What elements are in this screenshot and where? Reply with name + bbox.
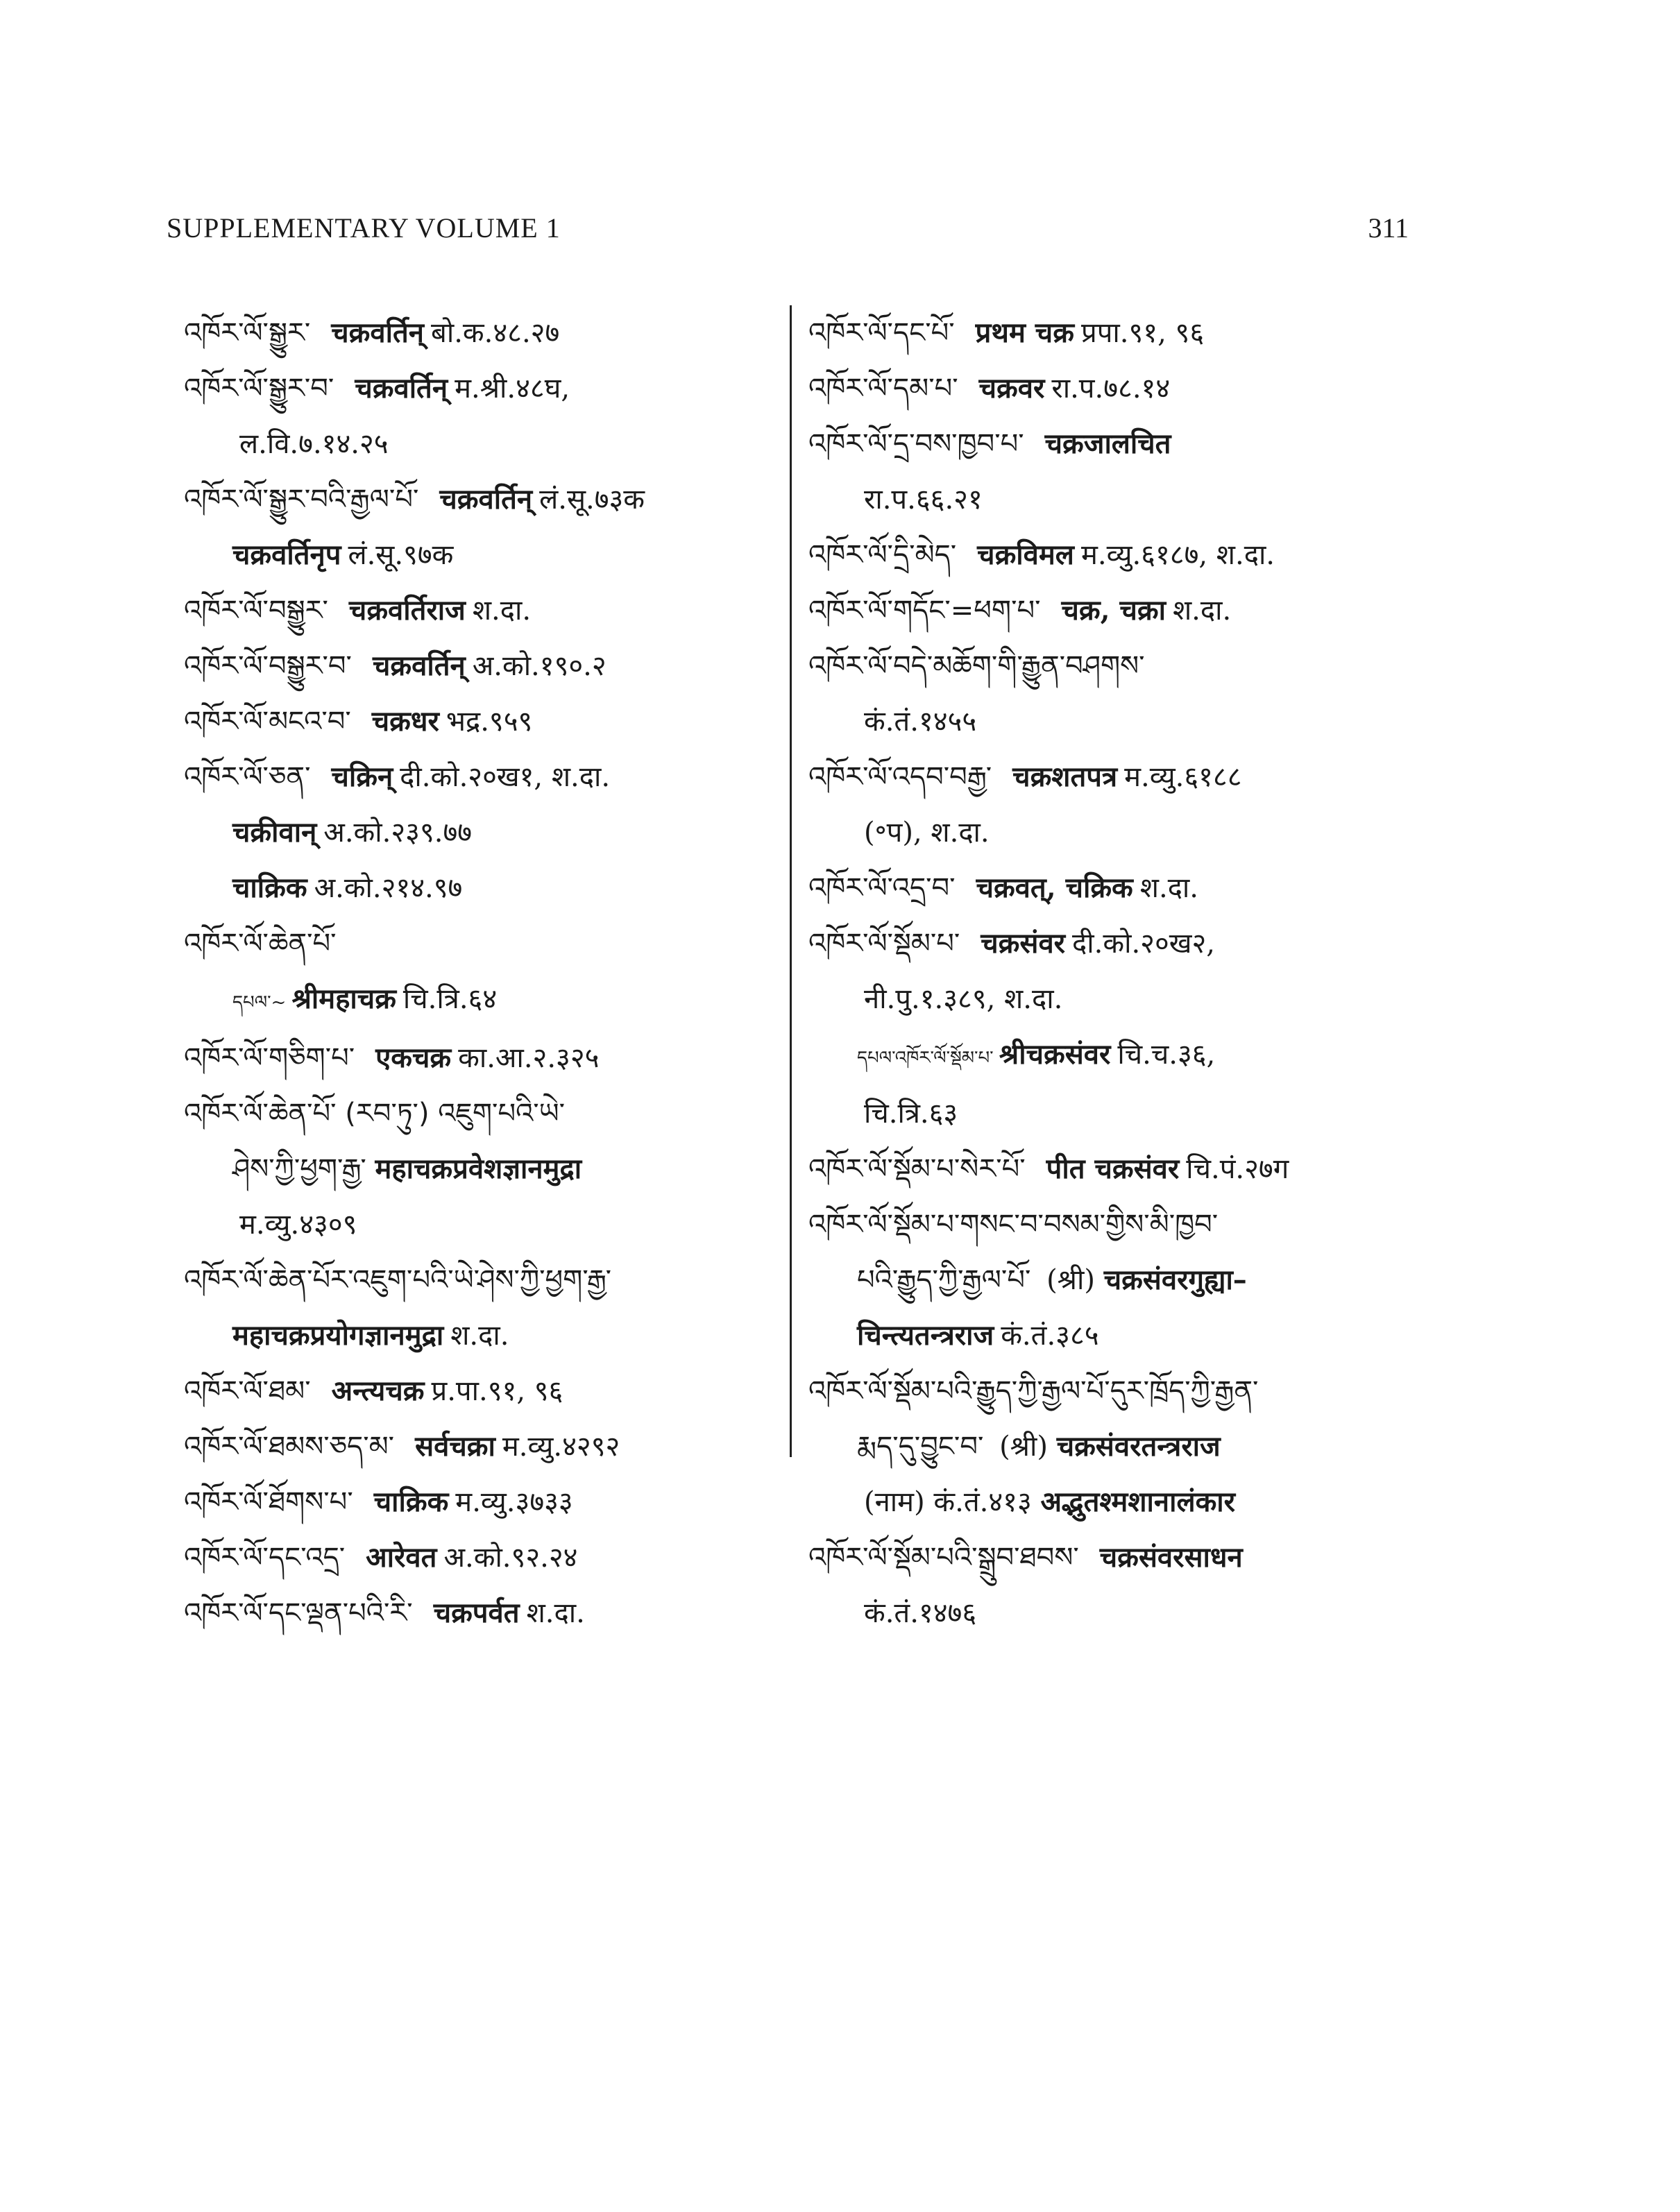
- sanskrit-equivalent: चक्रवर्तिनृप: [232, 538, 341, 571]
- entry-continuation: [184, 527, 788, 583]
- dictionary-entry: [808, 1363, 1412, 1419]
- dictionary-entry: [184, 583, 788, 638]
- source-reference: नी.पु.१.३८९, श.दा.: [864, 983, 1063, 1015]
- entry-continuation: [184, 416, 788, 472]
- tibetan-headword: འཁོར་ལོ་ཆེན་པོ་ (རབ་ཏུ་) འཇུག་པའི་ཡེ་: [184, 1098, 566, 1130]
- source-reference: बो.क.४८.२७: [431, 317, 560, 349]
- sanskrit-equivalent: अद्भुतश्मशानालंकार: [1040, 1486, 1236, 1518]
- page-number: 311: [1368, 212, 1409, 244]
- tibetan-headword: འཁོར་ལོ་དང་འདྲ་: [184, 1542, 346, 1574]
- source-reference: प्र.पा.९१, ९६: [431, 1375, 563, 1407]
- tibetan-headword: འཁོར་ལོ་དང་པོ་: [808, 317, 955, 349]
- sanskrit-equivalent: सर्वचक्रा: [415, 1430, 495, 1463]
- tibetan-headword: འཁོར་ལོ་ཐམ་: [184, 1375, 311, 1407]
- entry-continuation: [808, 1086, 1412, 1141]
- source-reference: रा.प.७८.१४: [1051, 373, 1171, 405]
- tibetan-headword: འཁོར་ལོ་སྒྱུར་བའི་རྒྱལ་པོ་: [184, 484, 419, 516]
- entry-continuation: [184, 805, 788, 860]
- source-reference: म.व्यु.६१८८: [1124, 761, 1242, 793]
- tibetan-headword: འཁོར་ལོ་སྡོམ་པ་གསང་བ་བསམ་གྱིས་མི་ཁྱབ་: [808, 1209, 1219, 1241]
- tibetan-continuation: པའི་རྒྱུད་ཀྱི་རྒྱལ་པོ་: [857, 1264, 1040, 1296]
- source-reference: अ.को.९२.२४: [443, 1542, 578, 1574]
- tibetan-headword: འཁོར་ལོ་དྲི་མེད་: [808, 539, 957, 571]
- source-reference: चि.त्रि.६३: [864, 1098, 958, 1130]
- source-reference: श.दा.: [526, 1597, 585, 1629]
- dictionary-entry: [808, 1141, 1412, 1197]
- dictionary-entry: [808, 583, 1412, 638]
- tibetan-headword: འཁོར་ལོ་སྒྱུར་བ་: [184, 373, 334, 405]
- source-reference: चि.च.३६,: [1117, 1039, 1216, 1071]
- dictionary-entry: [184, 1474, 788, 1530]
- dictionary-entry: [184, 749, 788, 805]
- dictionary-entry: [184, 1530, 788, 1585]
- dictionary-entry: [184, 638, 788, 694]
- dictionary-entry: [184, 1585, 788, 1641]
- tibetan-headword: འཁོར་ལོ་ཅན་: [184, 761, 311, 793]
- sanskrit-equivalent: चक्रसंवर: [981, 927, 1066, 960]
- source-reference: (श्री): [999, 1431, 1057, 1463]
- sanskrit-equivalent: चक्र, चक्रा: [1061, 594, 1166, 627]
- page-header: [167, 212, 1409, 260]
- dictionary-entry: [808, 1530, 1412, 1585]
- entry-continuation: [184, 971, 788, 1030]
- tibetan-headword: འཁོར་ལོ་ཆེན་པོར་འཇུག་པའི་ཡེ་ཤེས་ཀྱི་ཕྱག་རྒྱ་: [184, 1264, 612, 1296]
- sanskrit-equivalent: महाचक्रप्रयोगज्ञानमुद्रा: [232, 1319, 444, 1352]
- tibetan-headword: འཁོར་ལོ་ཐོགས་པ་: [184, 1486, 353, 1518]
- source-reference: चि.त्रि.६४: [402, 983, 498, 1015]
- sanskrit-equivalent: श्रीमहाचक्र: [291, 982, 396, 1015]
- tibetan-continuation: རྨད་དུ་བྱུང་བ་: [857, 1431, 993, 1463]
- tibetan-headword: འཁོར་ལོ་སྡོམ་པ་: [808, 928, 960, 960]
- source-reference: कं.तं.१४७६: [864, 1597, 977, 1629]
- tibetan-headword: འཁོར་ལོ་གཅིག་པ་: [184, 1042, 355, 1074]
- source-reference: अ.को.२१४.९७: [314, 872, 463, 904]
- sanskrit-equivalent: चक्रवर्तिन्: [355, 372, 448, 405]
- dictionary-entry: [808, 416, 1412, 472]
- sanskrit-equivalent: चक्रशतपत्र: [1012, 760, 1118, 793]
- entry-continuation: [184, 1308, 788, 1363]
- entry-continuation: [808, 472, 1412, 527]
- sanskrit-equivalent: चक्रसंवरगुह्या–: [1103, 1264, 1247, 1296]
- sanskrit-equivalent: चक्रवत्, चक्रिक: [976, 871, 1133, 904]
- source-reference: अ.को.२३९.७७: [323, 817, 473, 849]
- sanskrit-equivalent: चक्रसंवरतन्त्रराज: [1056, 1430, 1221, 1463]
- dictionary-entry: [808, 916, 1412, 971]
- dictionary-entry: [184, 1030, 788, 1086]
- dictionary-entry: [184, 1086, 788, 1141]
- source-reference: श.दा.: [1139, 872, 1199, 904]
- sanskrit-equivalent: चक्रवर्तिन्: [331, 316, 425, 349]
- dictionary-entry: [184, 472, 788, 527]
- dictionary-entry: [808, 860, 1412, 916]
- dictionary-entry: [808, 638, 1412, 694]
- tibetan-continuation: ཤེས་ཀྱི་ཕྱག་རྒྱ་: [232, 1153, 375, 1185]
- source-reference: रा.प.६६.२१: [864, 484, 983, 516]
- tibetan-headword: འཁོར་ལོ་སྡོམ་པ་སེར་པོ་: [808, 1153, 1026, 1185]
- tibetan-headword: འཁོར་ལོ་བསྒྱུར་བ་: [184, 650, 352, 682]
- source-reference: म.व्यु.६१८७, श.दा.: [1080, 539, 1275, 571]
- source-reference: ल.वि.७.१४.२५: [239, 428, 389, 460]
- sanskrit-equivalent: चिन्त्यतन्त्रराज: [857, 1319, 994, 1352]
- dictionary-entry: [808, 305, 1412, 361]
- tibetan-headword: འཁོར་ལོ་དང་ལྡན་པའི་རི་: [184, 1597, 413, 1629]
- dictionary-entry: [808, 749, 1412, 805]
- source-reference: (श्री): [1046, 1264, 1104, 1296]
- sanskrit-equivalent: महाचक्रप्रवेशज्ञानमुद्रा: [375, 1152, 582, 1185]
- sanskrit-equivalent: चक्रविमल: [977, 538, 1074, 571]
- source-reference: कं.तं.१४५५: [864, 706, 977, 738]
- dictionary-entry: [184, 305, 788, 361]
- sanskrit-equivalent: पीत चक्रसंवर: [1046, 1152, 1180, 1185]
- source-reference: म.व्यु.४२९२: [502, 1431, 620, 1463]
- sanskrit-equivalent: आरेवत: [366, 1541, 437, 1574]
- source-reference: लं.सू.९७क: [348, 539, 454, 571]
- source-reference: म.व्यु.३७३३: [455, 1486, 573, 1518]
- tibetan-headword: འཁོར་ལོ་གདོང་=ཕག་པ་: [808, 595, 1041, 627]
- sanskrit-equivalent: चक्रपर्वत: [433, 1597, 520, 1629]
- tibetan-headword: འཁོར་ལོ་ཐམས་ཅད་མ་: [184, 1431, 395, 1463]
- sanskrit-equivalent: चक्रजालचित: [1044, 427, 1171, 460]
- sanskrit-equivalent: चक्रवर्तिन्: [372, 649, 466, 682]
- source-reference: म.श्री.४८घ,: [455, 373, 570, 405]
- sanskrit-equivalent: चक्रवर्तिराज: [348, 594, 466, 627]
- tibetan-headword: འཁོར་ལོ་འདབ་བརྒྱ་: [808, 761, 992, 793]
- source-reference: श.दा.: [450, 1320, 509, 1352]
- tibetan-headword: འཁོར་ལོ་མངའ་བ་: [184, 706, 351, 738]
- dictionary-entry: [184, 1419, 788, 1474]
- tibetan-headword: འཁོར་ལོ་སྡོམ་པའི་རྒྱུད་ཀྱི་རྒྱལ་པོ་དུར་ཁྲོད་ཀྱི་རྒྱན་: [808, 1375, 1259, 1407]
- sanskrit-equivalent: चक्रिन्: [331, 760, 393, 793]
- source-reference: दी.को.२०ख२,: [1072, 928, 1215, 960]
- entry-continuation: [184, 860, 788, 916]
- sanskrit-equivalent: चक्रीवान्: [232, 816, 317, 849]
- source-reference: (॰प), श.दा.: [864, 817, 990, 849]
- dictionary-entry: [808, 361, 1412, 416]
- source-reference: का.आ.२.३२५: [458, 1042, 600, 1074]
- source-reference: श.दा.: [1172, 595, 1232, 627]
- dictionary-entry: [184, 1363, 788, 1419]
- source-reference: भद्र.९५९: [446, 706, 533, 738]
- entry-continuation: [808, 694, 1412, 749]
- left-column: [184, 305, 788, 1641]
- entry-continuation: [808, 1027, 1412, 1086]
- tibetan-headword: འཁོར་ལོ་དྲ་བས་ཁྱབ་པ་: [808, 428, 1024, 460]
- source-reference: श.दा.: [472, 595, 532, 627]
- source-reference: अ.को.१९०.२: [472, 650, 606, 682]
- dictionary-entry: [184, 1252, 788, 1308]
- dictionary-entry: [184, 916, 788, 971]
- tibetan-headword: འཁོར་ལོ་དམ་པ་: [808, 373, 958, 405]
- entry-continuation: [808, 1308, 1412, 1363]
- sanskrit-equivalent: चक्रवर्तिन्: [439, 483, 533, 516]
- entry-continuation: [808, 1419, 1412, 1474]
- sanskrit-equivalent: अन्त्यचक्र: [331, 1375, 425, 1407]
- sanskrit-equivalent: चक्रवर: [978, 372, 1045, 405]
- sanskrit-equivalent: चाक्रिक: [373, 1486, 449, 1518]
- dictionary-entry: [808, 1197, 1412, 1252]
- entry-continuation: [808, 1585, 1412, 1641]
- tibetan-headword: འཁོར་ལོ་འདྲ་བ་: [808, 872, 956, 904]
- tibetan-prefix: དཔལ་འཁོར་ལོ་སྡོམ་པ་: [857, 1048, 999, 1069]
- column-divider: [790, 305, 792, 1457]
- tibetan-headword: འཁོར་ལོ་བདེ་མཆོག་གི་རྒྱུན་བཤགས་: [808, 650, 1145, 682]
- entry-continuation: [184, 1197, 788, 1252]
- tibetan-headword: འཁོར་ལོ་བསྒྱུར་: [184, 595, 328, 627]
- source-reference: चि.पं.२७ग: [1186, 1153, 1289, 1185]
- tibetan-prefix: དཔལ་~: [232, 992, 292, 1013]
- dictionary-entry: [808, 527, 1412, 583]
- source-reference: लं.सू.७३क: [539, 484, 645, 516]
- entry-continuation: [808, 971, 1412, 1027]
- sanskrit-equivalent: चाक्रिक: [232, 871, 307, 904]
- sanskrit-equivalent: प्रथम चक्र: [975, 316, 1074, 349]
- right-column: [808, 305, 1412, 1641]
- sanskrit-equivalent: श्रीचक्रसंवर: [999, 1038, 1111, 1071]
- dictionary-entry: [184, 361, 788, 416]
- entry-continuation: [808, 1252, 1412, 1308]
- tibetan-headword: འཁོར་ལོ་ཆེན་པོ་: [184, 928, 337, 960]
- sanskrit-equivalent: चक्रधर: [371, 705, 439, 738]
- entry-continuation: [808, 805, 1412, 860]
- source-reference: दी.को.२०ख१, श.दा.: [400, 761, 611, 793]
- sanskrit-equivalent: चक्रसंवरसाधन: [1099, 1541, 1243, 1574]
- source-reference: कं.तं.३८५: [1001, 1320, 1099, 1352]
- source-reference: म.व्यु.४३०९: [239, 1209, 357, 1241]
- entry-continuation: [808, 1474, 1412, 1530]
- source-reference: (नाम) कं.तं.४१३: [864, 1486, 1041, 1518]
- entry-continuation: [184, 1141, 788, 1197]
- running-head: SUPPLEMENTARY VOLUME 1: [167, 212, 561, 244]
- sanskrit-equivalent: एकचक्र: [375, 1041, 452, 1074]
- source-reference: प्रपा.९१, ९६: [1080, 317, 1205, 349]
- tibetan-headword: འཁོར་ལོ་སྡོམ་པའི་སྒྲུབ་ཐབས་: [808, 1542, 1079, 1574]
- dictionary-entry: [184, 694, 788, 749]
- tibetan-headword: འཁོར་ལོ་སྒྱུར་: [184, 317, 311, 349]
